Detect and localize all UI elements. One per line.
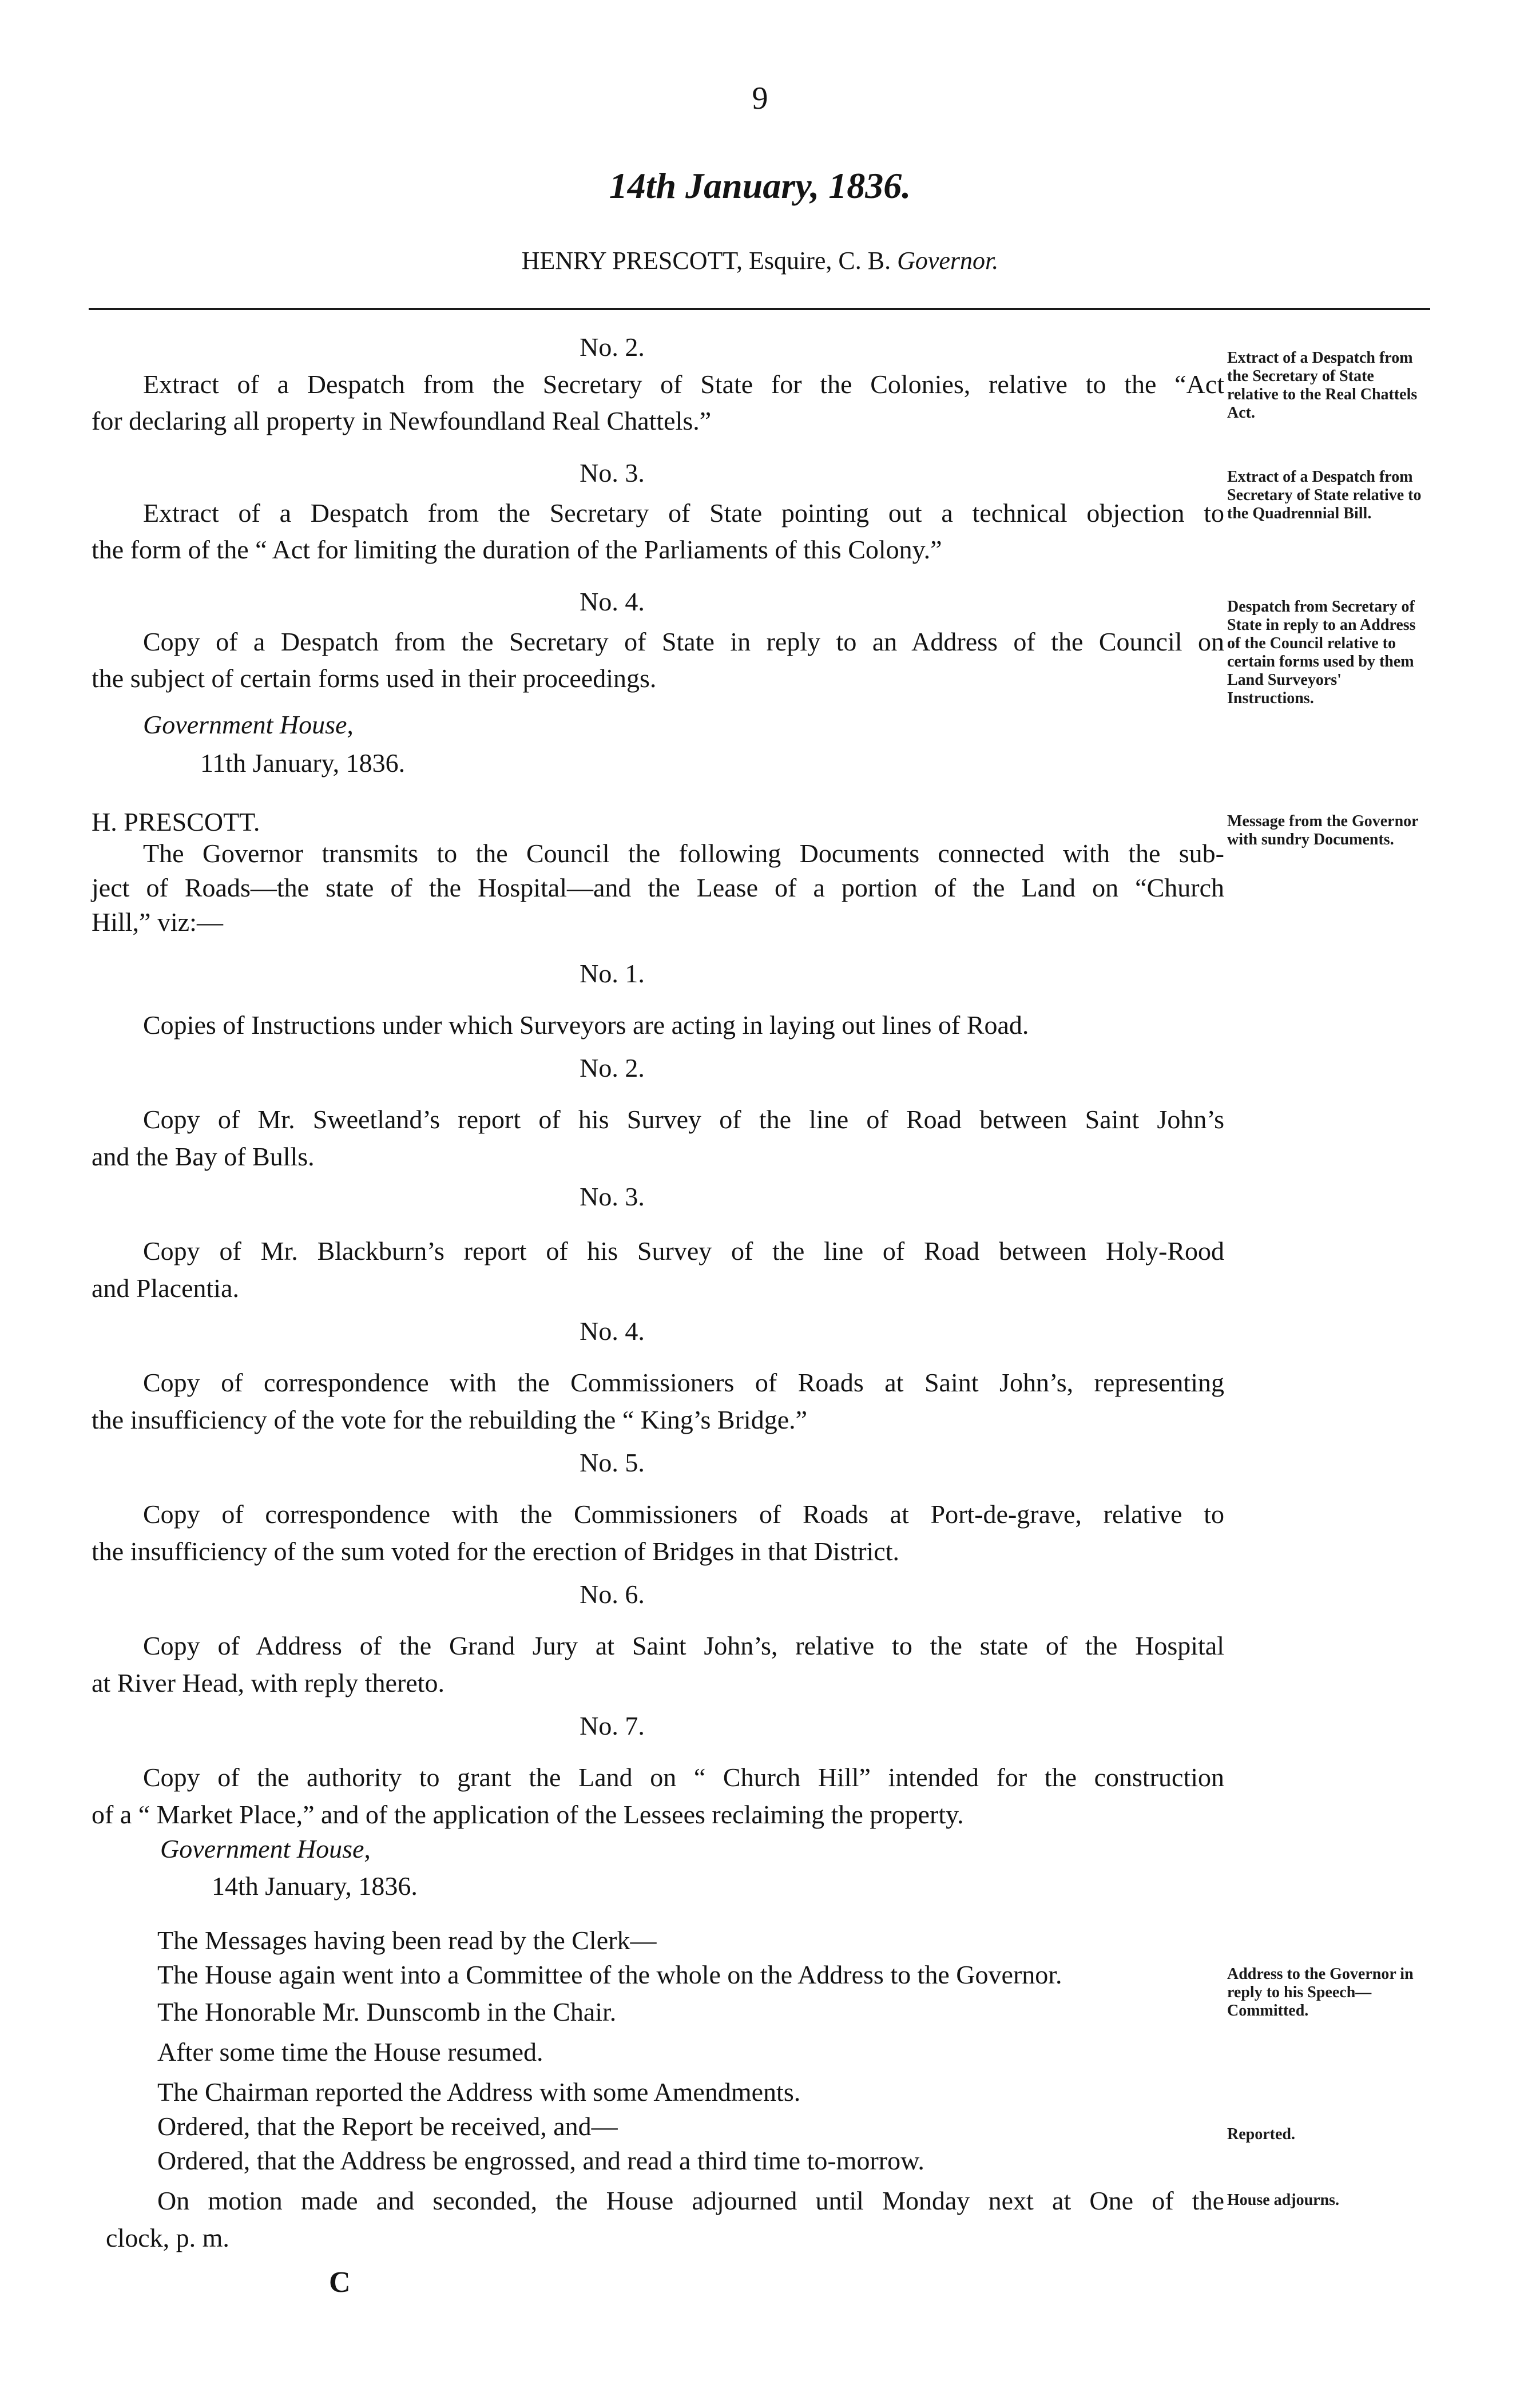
despatch-text-line: the subject of certain forms used in their proceedings.: [92, 664, 657, 693]
despatch-text-line: Copy of a Despatch from the Secretary of State in reply to an Address of the Council on: [143, 627, 1224, 656]
sign-off-place: Government House,: [160, 1834, 371, 1863]
margin-note: Extract of a Despatch from Secretary of State relative to the Quadrennial Bill.: [1227, 468, 1422, 522]
despatch-text-line: the form of the “ Act for limiting the duration of the Parliaments of this Colony.”: [92, 535, 942, 564]
governor-line: [0, 246, 1520, 275]
message-text-line: The Governor transmits to the Council the following Documents connected with the sub-: [143, 839, 1224, 868]
message-text-line: ject of Roads—the state of the Hospital—and the Lease of a portion of the Land on “Church: [92, 873, 1224, 902]
document-text-line: Copy of correspondence with the Commissioners of Roads at Port-de-grave, relative to: [143, 1499, 1224, 1529]
governor-name: HENRY PRESCOTT, Esquire, C. B.: [521, 247, 891, 275]
document-text-line: Copy of the authority to grant the Land on “ Church Hill” intended for the construction: [143, 1763, 1224, 1792]
document-text-line: the insufficiency of the sum voted for the erection of Bridges in that District.: [92, 1537, 900, 1566]
despatch-number: No. 4.: [580, 587, 645, 616]
margin-note: Despatch from Secretary of State in reply to an Address of the Council relative to certain forms used by them Land Surveyors' Instructions.: [1227, 598, 1416, 707]
sign-off-place: Government House,: [143, 710, 354, 739]
proceedings-line: After some time the House resumed.: [157, 2037, 543, 2066]
document-text-line: Copy of correspondence with the Commissioners of Roads at Saint John’s, representing: [143, 1368, 1224, 1397]
page-number: 9: [752, 81, 768, 116]
proceedings-line: The Chairman reported the Address with some Amendments.: [157, 2077, 801, 2106]
margin-note: Reported.: [1227, 2125, 1295, 2143]
proceedings-line: The Honorable Mr. Dunscomb in the Chair.: [157, 1997, 617, 2026]
date-heading: 14th January, 1836.: [609, 165, 911, 206]
document-number: No. 6.: [580, 1580, 645, 1609]
document-text-line: Copies of Instructions under which Surveyors are acting in laying out lines of Road.: [143, 1010, 1029, 1040]
document-text-line: and Placentia.: [92, 1274, 240, 1303]
document-text-line: Copy of Mr. Sweetland’s report of his Survey of the line of Road between Saint John’s: [143, 1105, 1224, 1134]
proceedings-line: Ordered, that the Address be engrossed, and read a third time to-morrow.: [157, 2146, 924, 2175]
document-number: No. 7.: [580, 1711, 645, 1740]
proceedings-line: clock, p. m.: [106, 2223, 229, 2252]
sign-off-date-text: 14th January, 1836.: [212, 1871, 418, 1901]
sign-off-date: [212, 1868, 418, 1905]
proceedings-line: Ordered, that the Report be received, and—: [157, 2112, 618, 2141]
header-rule: [89, 308, 1430, 310]
margin-note: Address to the Governor in reply to his Speech— Committed.: [1227, 1965, 1414, 2020]
signature: H. PRESCOTT.: [92, 807, 260, 836]
document-text-line: Copy of Address of the Grand Jury at Saint John’s, relative to the state of the Hospital: [143, 1631, 1224, 1660]
document-number: No. 2.: [580, 1053, 645, 1082]
document-number: No. 1.: [580, 959, 645, 988]
document-number: No. 4.: [580, 1316, 645, 1346]
document-text-line: Copy of Mr. Blackburn’s report of his Survey of the line of Road between Holy-Rood: [143, 1236, 1224, 1266]
margin-note: Extract of a Despatch from the Secretary of State relative to the Real Chattels Act.: [1227, 349, 1418, 422]
margin-note: Message from the Governor with sundry Documents.: [1227, 812, 1419, 848]
despatch-number: No. 2.: [580, 332, 645, 362]
despatch-text-line: Extract of a Despatch from the Secretary of State for the Colonies, relative to the “Act: [143, 370, 1224, 399]
governor-title: Governor.: [897, 247, 999, 275]
document-number: No. 5.: [580, 1448, 645, 1477]
document-text-line: and the Bay of Bulls.: [92, 1142, 315, 1171]
message-text-line: Hill,” viz:—: [92, 907, 223, 937]
proceedings-line: The Messages having been read by the Clerk—: [157, 1926, 657, 1955]
margin-note: House adjourns.: [1227, 2191, 1340, 2209]
sign-off-date: [200, 745, 405, 781]
document-text-line: of a “ Market Place,” and of the application of the Lessees reclaiming the property.: [92, 1800, 964, 1829]
despatch-text-line: for declaring all property in Newfoundland Real Chattels.”: [92, 406, 712, 435]
document-number: No. 3.: [580, 1182, 645, 1211]
sign-off-date-text: 11th January, 1836.: [200, 748, 406, 777]
despatch-number: No. 3.: [580, 458, 645, 487]
document-text-line: the insufficiency of the vote for the rebuilding the “ King’s Bridge.”: [92, 1405, 808, 1434]
despatch-text-line: Extract of a Despatch from the Secretary of State pointing out a technical objection to: [143, 498, 1224, 527]
signature-mark: C: [329, 2266, 351, 2299]
proceedings-line: On motion made and seconded, the House adjourned until Monday next at One of the: [157, 2186, 1224, 2215]
proceedings-line: The House again went into a Committee of the whole on the Address to the Governor.: [157, 1960, 1062, 1989]
document-text-line: at River Head, with reply thereto.: [92, 1668, 445, 1697]
